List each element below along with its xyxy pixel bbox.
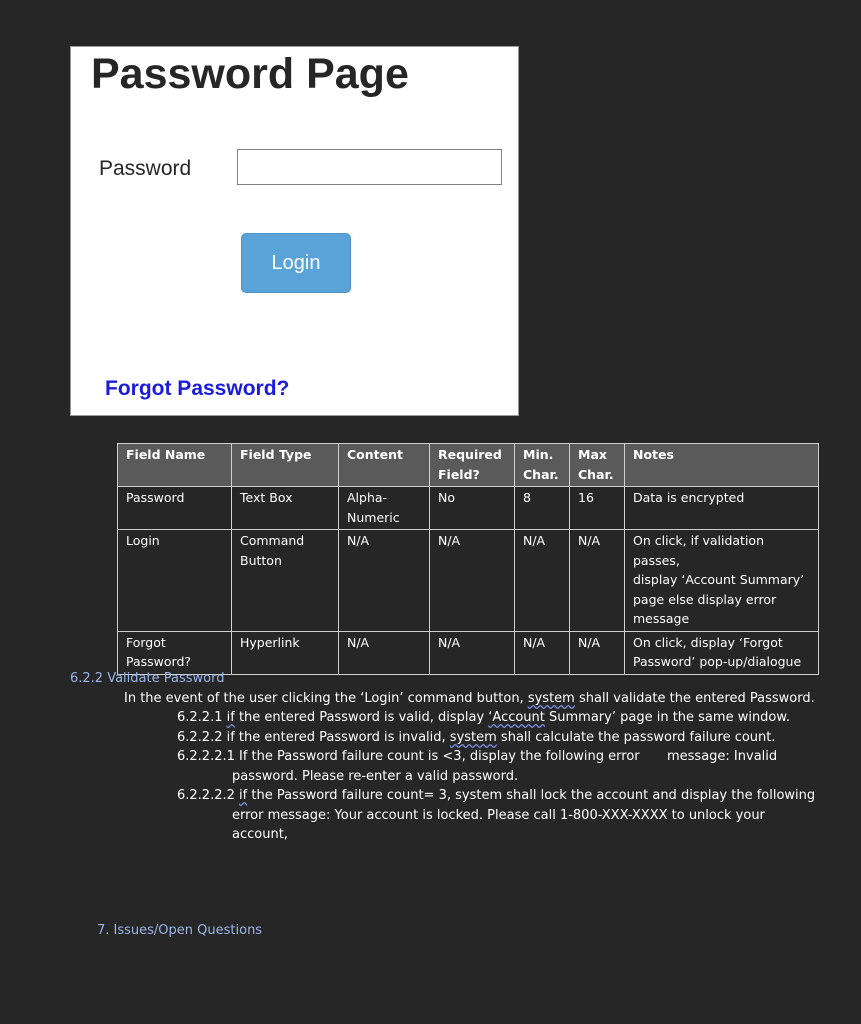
forgot-password-link[interactable]: Forgot Password?	[105, 377, 290, 400]
requirement-6-2-2-2-2-line3: account,	[232, 827, 288, 842]
intro-text-c: shall validate the entered Password.	[574, 691, 815, 706]
req1-text-e: Summary’ page in the same window.	[544, 710, 790, 725]
cell-notes-line2: display ‘Account Summary’	[633, 572, 805, 587]
cell-field-type	[232, 530, 339, 632]
section-heading: 6.2.2 Validate Password	[70, 671, 225, 686]
cell-notes	[625, 631, 819, 674]
cell-notes: Data is encrypted	[625, 487, 819, 530]
cell-content: N/A	[339, 631, 430, 674]
header-min-char	[515, 444, 570, 487]
req4-text-c: the Password failure count= 3, system shall lock the account and display the following	[247, 788, 816, 803]
cell-notes-line2: Password’ pop-up/dialogue	[633, 654, 802, 669]
requirement-6-2-2-2-1-line1: 6.2.2.2.1 If the Password failure count is <3, display the following error	[177, 749, 640, 764]
cell-field-type: Hyperlink	[232, 631, 339, 674]
cell-field-name	[118, 631, 232, 674]
issues-heading: 7. Issues/Open Questions	[97, 923, 263, 938]
table-header-row	[118, 444, 819, 487]
cell-notes-line1: On click, if validation passes,	[633, 533, 764, 568]
cell-notes-line4: message	[633, 611, 690, 626]
header-max-line1: Max	[578, 447, 607, 462]
cell-notes-line1: On click, display ‘Forgot	[633, 634, 783, 650]
cell-required: No	[430, 487, 515, 530]
requirement-6-2-2-2-2-line1	[177, 786, 815, 806]
requirement-6-2-2-2-1-line1b: message: Invalid	[667, 749, 778, 764]
header-max-char	[570, 444, 625, 487]
cell-field-name: Password	[118, 487, 232, 530]
password-label: Password	[99, 157, 192, 180]
cell-field-type-line2: Button	[240, 552, 282, 568]
cell-max: N/A	[570, 631, 625, 674]
cell-notes	[625, 530, 819, 632]
requirement-6-2-2-2-2-line2: error message: Your account is locked. Please call 1-800-XXX-XXXX to unlock your	[232, 808, 765, 823]
req2-text-a: 6.2.2.2 if the entered Password is invalid,	[177, 730, 450, 745]
header-field-type: Field Type	[232, 444, 339, 487]
cell-content-line1: Alpha-	[347, 490, 388, 505]
header-required-line1: Required	[438, 447, 502, 462]
field-spec-table	[117, 443, 819, 675]
cell-min: N/A	[515, 631, 570, 674]
requirement-6-2-2-1	[177, 708, 790, 728]
header-content: Content	[339, 444, 430, 487]
intro-paragraph	[124, 689, 815, 709]
password-page-mockup	[70, 46, 519, 416]
cell-notes-line3: page else display error	[633, 591, 777, 607]
cell-max: 16	[570, 487, 625, 530]
intro-text-a: In the event of the user clicking the ‘Login’ command button,	[124, 691, 528, 706]
cell-required: N/A	[430, 631, 515, 674]
cell-field-type-line1: Command	[240, 533, 305, 548]
table-row	[118, 487, 819, 530]
password-input[interactable]	[237, 149, 502, 185]
cell-min: 8	[515, 487, 570, 530]
cell-field-name-line2: Password?	[126, 654, 192, 669]
intro-text-b: system	[527, 691, 575, 706]
req4-text-a: 6.2.2.2.2	[177, 788, 240, 803]
req1-text-c: the entered Password is valid, display	[234, 710, 489, 725]
req1-text-b: if	[226, 710, 235, 725]
cell-content	[339, 487, 430, 530]
cell-content-line2: Numeric	[347, 509, 400, 525]
cell-max: N/A	[570, 530, 625, 632]
req1-text-a: 6.2.2.1	[177, 710, 227, 725]
header-min-line2: Char.	[523, 466, 559, 482]
cell-field-type: Text Box	[232, 487, 339, 530]
header-max-line2: Char.	[578, 466, 614, 482]
cell-min: N/A	[515, 530, 570, 632]
cell-content: N/A	[339, 530, 430, 632]
table-row	[118, 631, 819, 674]
req2-text-c: shall calculate the password failure count.	[496, 730, 776, 745]
cell-field-name: Login	[118, 530, 232, 632]
header-notes: Notes	[625, 444, 819, 487]
header-required	[430, 444, 515, 487]
req1-text-d: ‘Account	[488, 710, 545, 725]
header-required-line2: Field?	[438, 466, 480, 482]
cell-required: N/A	[430, 530, 515, 632]
table-row	[118, 530, 819, 632]
header-min-line1: Min.	[523, 447, 554, 462]
requirement-6-2-2-2-1-line2: password. Please re-enter a valid password.	[232, 769, 519, 784]
header-field-name: Field Name	[118, 444, 232, 487]
req2-text-b: system	[449, 730, 497, 745]
req4-text-b: if	[239, 788, 248, 803]
login-button[interactable]: Login	[241, 233, 351, 293]
cell-field-name-line1: Forgot	[126, 634, 166, 650]
mockup-title: Password Page	[91, 50, 409, 98]
requirement-6-2-2-2	[177, 728, 776, 748]
